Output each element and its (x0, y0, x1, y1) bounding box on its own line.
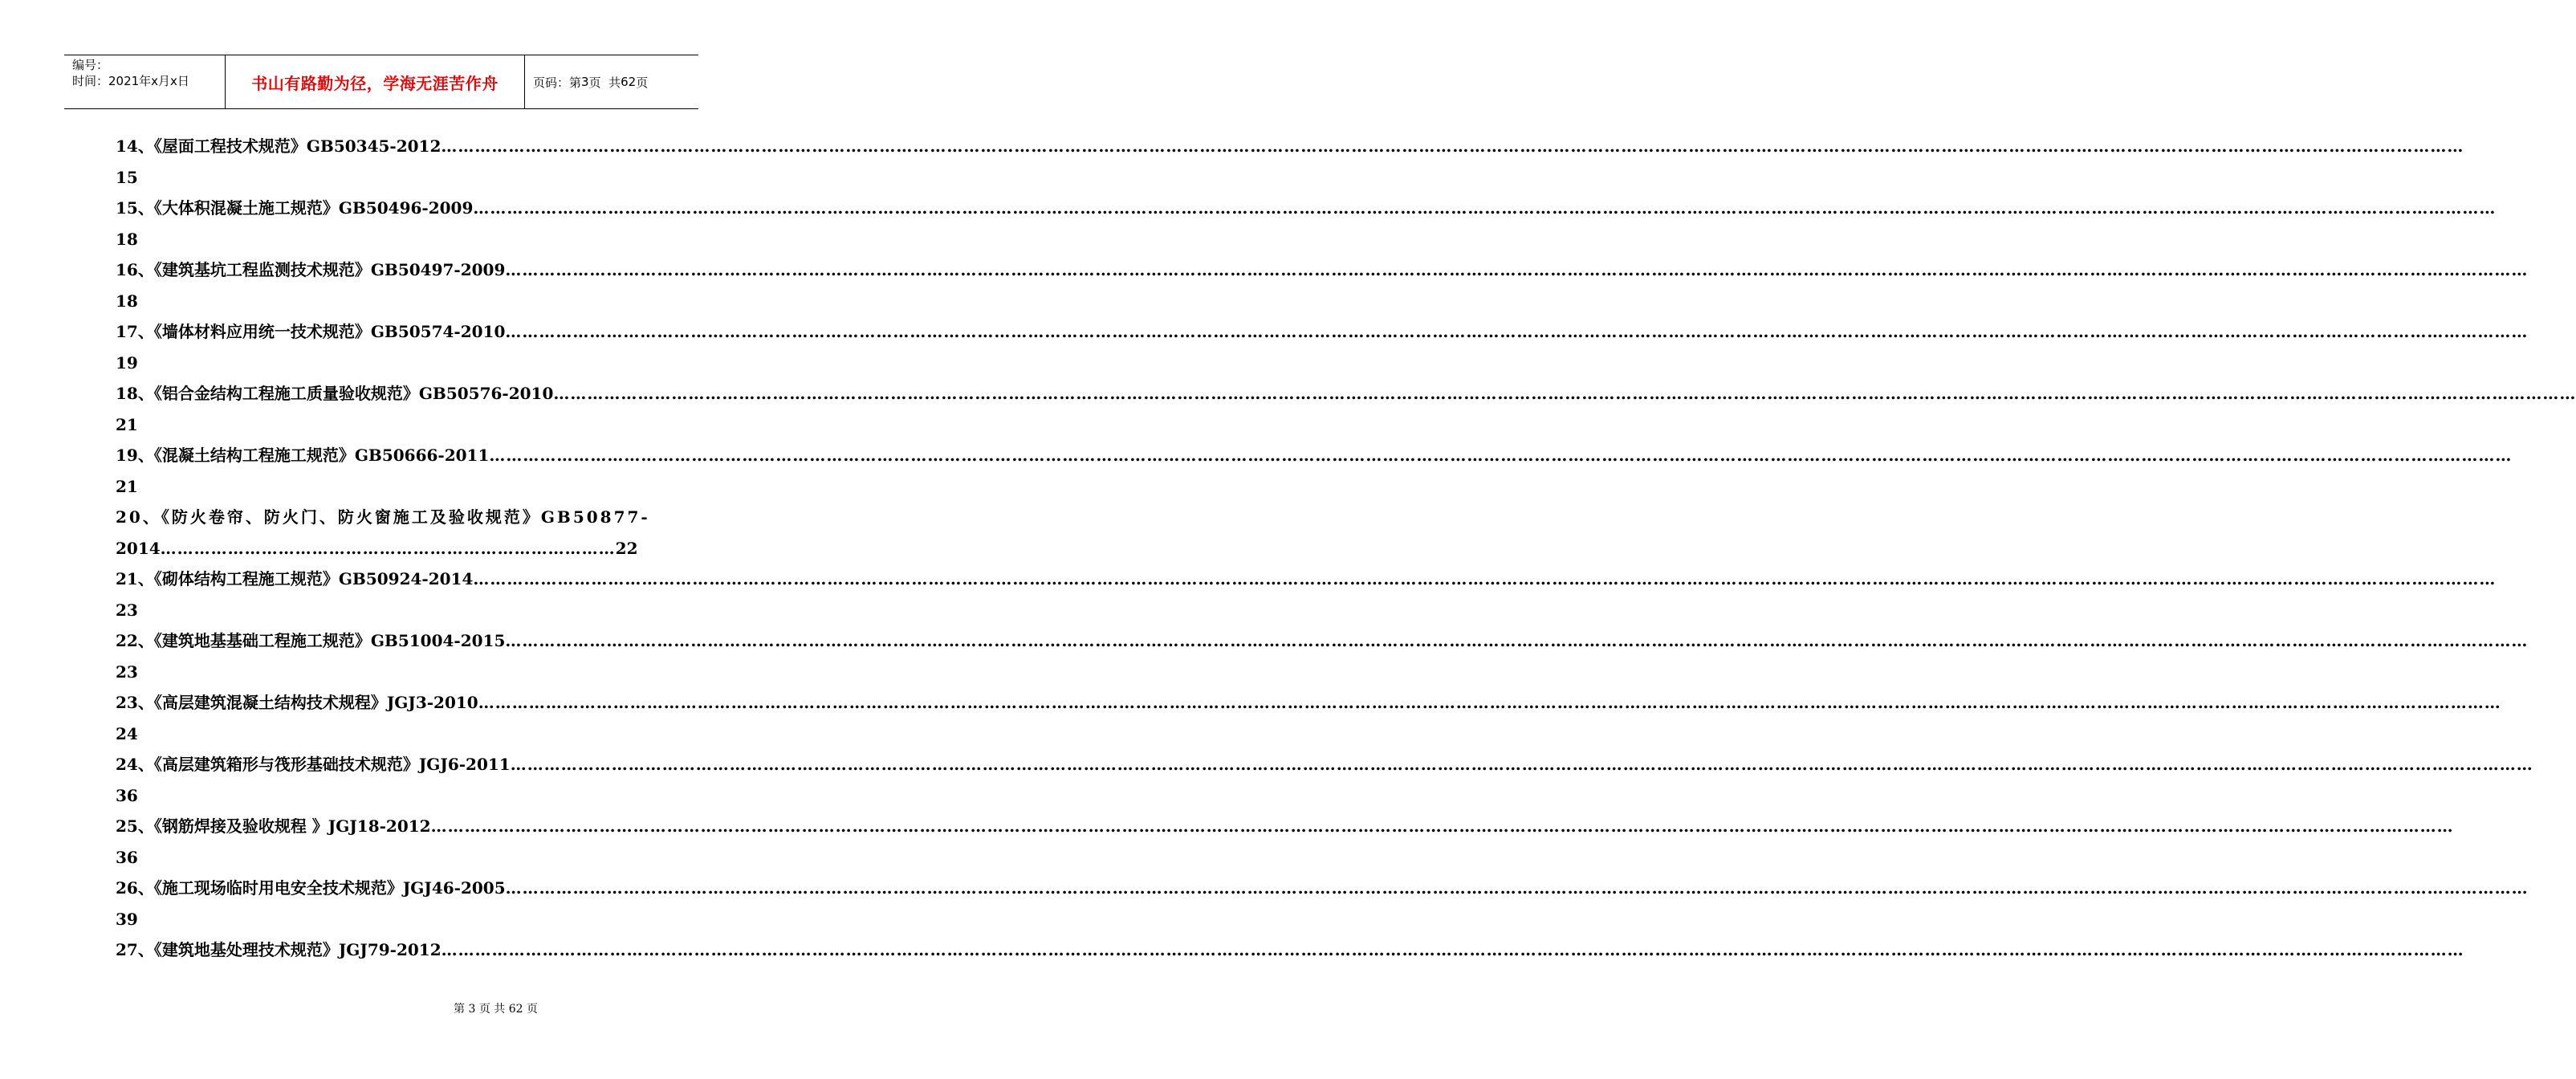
toc-entry-page: 15 (116, 167, 138, 187)
toc-entry-page-line (116, 286, 649, 317)
toc-entry-page: 18 (116, 229, 138, 249)
number-label: 编号： (72, 58, 109, 72)
toc-entry-page: 19 (116, 352, 138, 373)
toc-entry-page: 24 (116, 723, 138, 743)
toc-entry[interactable] (116, 749, 2533, 811)
page-header (64, 55, 698, 109)
toc-entry-page: 36 (116, 785, 138, 805)
toc-entry-page-line (116, 162, 649, 193)
toc-leader-dots: ……………………………………………………………………………………………………………………………………………………………………………………………………………………………………………………………………………………………………………………………… (505, 260, 2529, 279)
toc-entry-title-line (116, 254, 2529, 286)
footer-prefix: 第 (454, 1003, 469, 1016)
toc-entry-page: 36 (116, 847, 138, 867)
toc-leader-dots: ……………………………………………………………………………………………………………………………………………………………………………………………………………………………………………………………………………………………………………………………… (489, 446, 2513, 465)
page-label: 页码：第 (533, 75, 582, 90)
toc-entry-page-line (116, 904, 649, 935)
toc-entry-title: 22、《建筑地基基础工程施工规范》GB51004-2015 (116, 631, 506, 650)
toc-leader-dots: ……………………………………………………………………………………………………………………………………………………………………………………………………………………………………………………………………………………………………………………………… (430, 816, 2454, 836)
toc-entry-page-line (116, 719, 649, 750)
toc-entry[interactable] (116, 193, 2497, 254)
toc-entry-page: 23 (116, 662, 138, 682)
toc-entry-title: 25、《钢筋焊接及验收规程 》JGJ18-2012 (116, 816, 431, 836)
toc-entry-page: 23 (116, 600, 138, 620)
toc-entry[interactable] (116, 811, 2454, 873)
toc-leader-dots: ……………………………………………………………………………………………………………………………………………………………………………………………………………………………………………………………………………………………………………………………… (478, 693, 2501, 712)
toc-entry-title: 20、《防火卷帘、防火门、防火窗施工及验收规范》GB50877- (116, 507, 650, 527)
toc-entry-page-line (116, 842, 649, 873)
toc-entry-title: 26、《施工现场临时用电安全技术规范》JGJ46-2005 (116, 878, 506, 898)
toc-leader-dots: ……………………………………………………………………………………………………………………………………………………………………………………………………………………………………………………………………………………………………………………………… (441, 136, 2464, 156)
toc-entry-page-line (116, 224, 649, 255)
toc-entry[interactable] (116, 564, 2497, 625)
toc-entry-title: 15、《大体积混凝土施工规范》GB50496-2009 (116, 198, 474, 218)
toc-entry[interactable] (116, 254, 2529, 316)
toc-entry-title: 17、《墙体材料应用统一技术规范》GB50574-2010 (116, 322, 506, 341)
toc-leader-dots: ……………………………………………………………………………………………………………………………………………………………………………………………………………………………………………………………………………………………………………………………… (505, 322, 2529, 341)
toc-entry[interactable] (116, 687, 2501, 749)
toc-entry[interactable] (116, 502, 649, 564)
toc-entry-page: 39 (116, 909, 138, 929)
toc-entry[interactable] (116, 378, 2576, 440)
page-current: 3 (581, 75, 589, 89)
toc-entry-title: 19、《混凝土结构工程施工规范》GB50666-2011 (116, 446, 490, 465)
toc-entry-title-line (116, 502, 649, 533)
toc-entry-title-cont: 2014 (116, 538, 161, 558)
toc-entry-title: 18、《铝合金结构工程施工质量验收规范》GB50576-2010 (116, 384, 554, 403)
toc-entry-page: 22 (615, 538, 638, 558)
toc-entry[interactable] (116, 316, 2529, 378)
toc-entry-page-line (116, 657, 649, 688)
toc-entry-page-line (116, 533, 649, 564)
toc-leader-dots: ……………………………………………………………………………………………………………………………………………………………………………………………………………………………………………………………………………………………………………………………… (510, 755, 2533, 774)
footer-mid: 页 共 (475, 1003, 509, 1016)
toc-entry[interactable] (116, 873, 2529, 934)
toc-entry-title-line (116, 316, 2529, 348)
toc-entry-title-line (116, 934, 2464, 966)
toc-entry-title: 14、《屋面工程技术规范》GB50345-2012 (116, 136, 442, 156)
toc-entry-title-line (116, 873, 2529, 904)
toc-entry-page-line (116, 409, 649, 441)
toc-entry[interactable] (116, 934, 2464, 966)
toc-entry-title-line (116, 749, 2533, 780)
toc-leader-dots: ……………………………………………………………………………………………………………………………………………………………………………………………………………………………………………………………………………………………………………………………… (473, 198, 2497, 218)
page-footer (0, 1000, 763, 1016)
page-mid: 页 共 (588, 75, 621, 90)
toc-entry-title-line (116, 440, 2513, 471)
toc-entry-page: 21 (116, 476, 138, 496)
toc-entry-title-line (116, 625, 2529, 657)
time-label: 时间：2021年x月x日 (72, 74, 189, 88)
toc-entry-title-line (116, 378, 2576, 409)
toc-entry-title: 23、《高层建筑混凝土结构技术规程》JGJ3-2010 (116, 693, 478, 712)
toc-leader-dots: ……………………………………………………………………………………………………………………………………………………………………………………………………………………………………………………………………………………………………………………………… (553, 384, 2576, 403)
toc-entry-title-line (116, 564, 2497, 595)
toc-entry-title-line (116, 687, 2501, 719)
header-meta (64, 55, 226, 108)
toc-leader-dots: ……………………………………………………………………… (160, 538, 616, 558)
toc-entry-page-line (116, 780, 649, 812)
toc-entry[interactable] (116, 131, 2464, 193)
toc-entry-title: 27、《建筑地基处理技术规范》JGJ79-2012 (116, 940, 442, 959)
footer-total: 62 (508, 1003, 523, 1016)
footer-suffix: 页 (523, 1003, 539, 1016)
toc-entry-page: 21 (116, 414, 138, 434)
toc-leader-dots: ……………………………………………………………………………………………………………………………………………………………………………………………………………………………………………………………………………………………………………………………… (505, 631, 2529, 650)
toc-entry-title-line (116, 811, 2454, 842)
page-total: 62 (621, 75, 637, 89)
footer-current: 3 (468, 1003, 476, 1016)
toc-leader-dots: ……………………………………………………………………………………………………………………………………………………………………………………………………………………………………………………………………………………………………………………………… (473, 569, 2497, 588)
toc-entry-title: 21、《砌体结构工程施工规范》GB50924-2014 (116, 569, 474, 588)
toc-entry[interactable] (116, 625, 2529, 687)
toc-entry-page: 18 (116, 291, 138, 311)
toc-entry[interactable] (116, 440, 2513, 502)
page-end: 页 (636, 75, 649, 90)
toc-leader-dots: ……………………………………………………………………………………………………………………………………………………………………………………………………………………………………………………………………………………………………………………………… (441, 940, 2464, 959)
toc-entry-page-line (116, 595, 649, 626)
toc-leader-dots: ……………………………………………………………………………………………………………………………………………………………………………………………………………………………………………………………………………………………………………………………… (505, 878, 2529, 898)
header-page-info (525, 55, 698, 108)
header-motto: 书山有路勤为径，学海无涯苦作舟 (226, 55, 525, 108)
toc-entry-page-line (116, 348, 649, 379)
table-of-contents (116, 131, 2576, 966)
toc-entry-title-line (116, 193, 2497, 224)
toc-entry-page-line (116, 471, 649, 503)
toc-entry-title: 24、《高层建筑箱形与筏形基础技术规范》JGJ6-2011 (116, 755, 511, 774)
toc-entry-title-line (116, 131, 2464, 162)
toc-entry-title: 16、《建筑基坑工程监测技术规范》GB50497-2009 (116, 260, 506, 279)
